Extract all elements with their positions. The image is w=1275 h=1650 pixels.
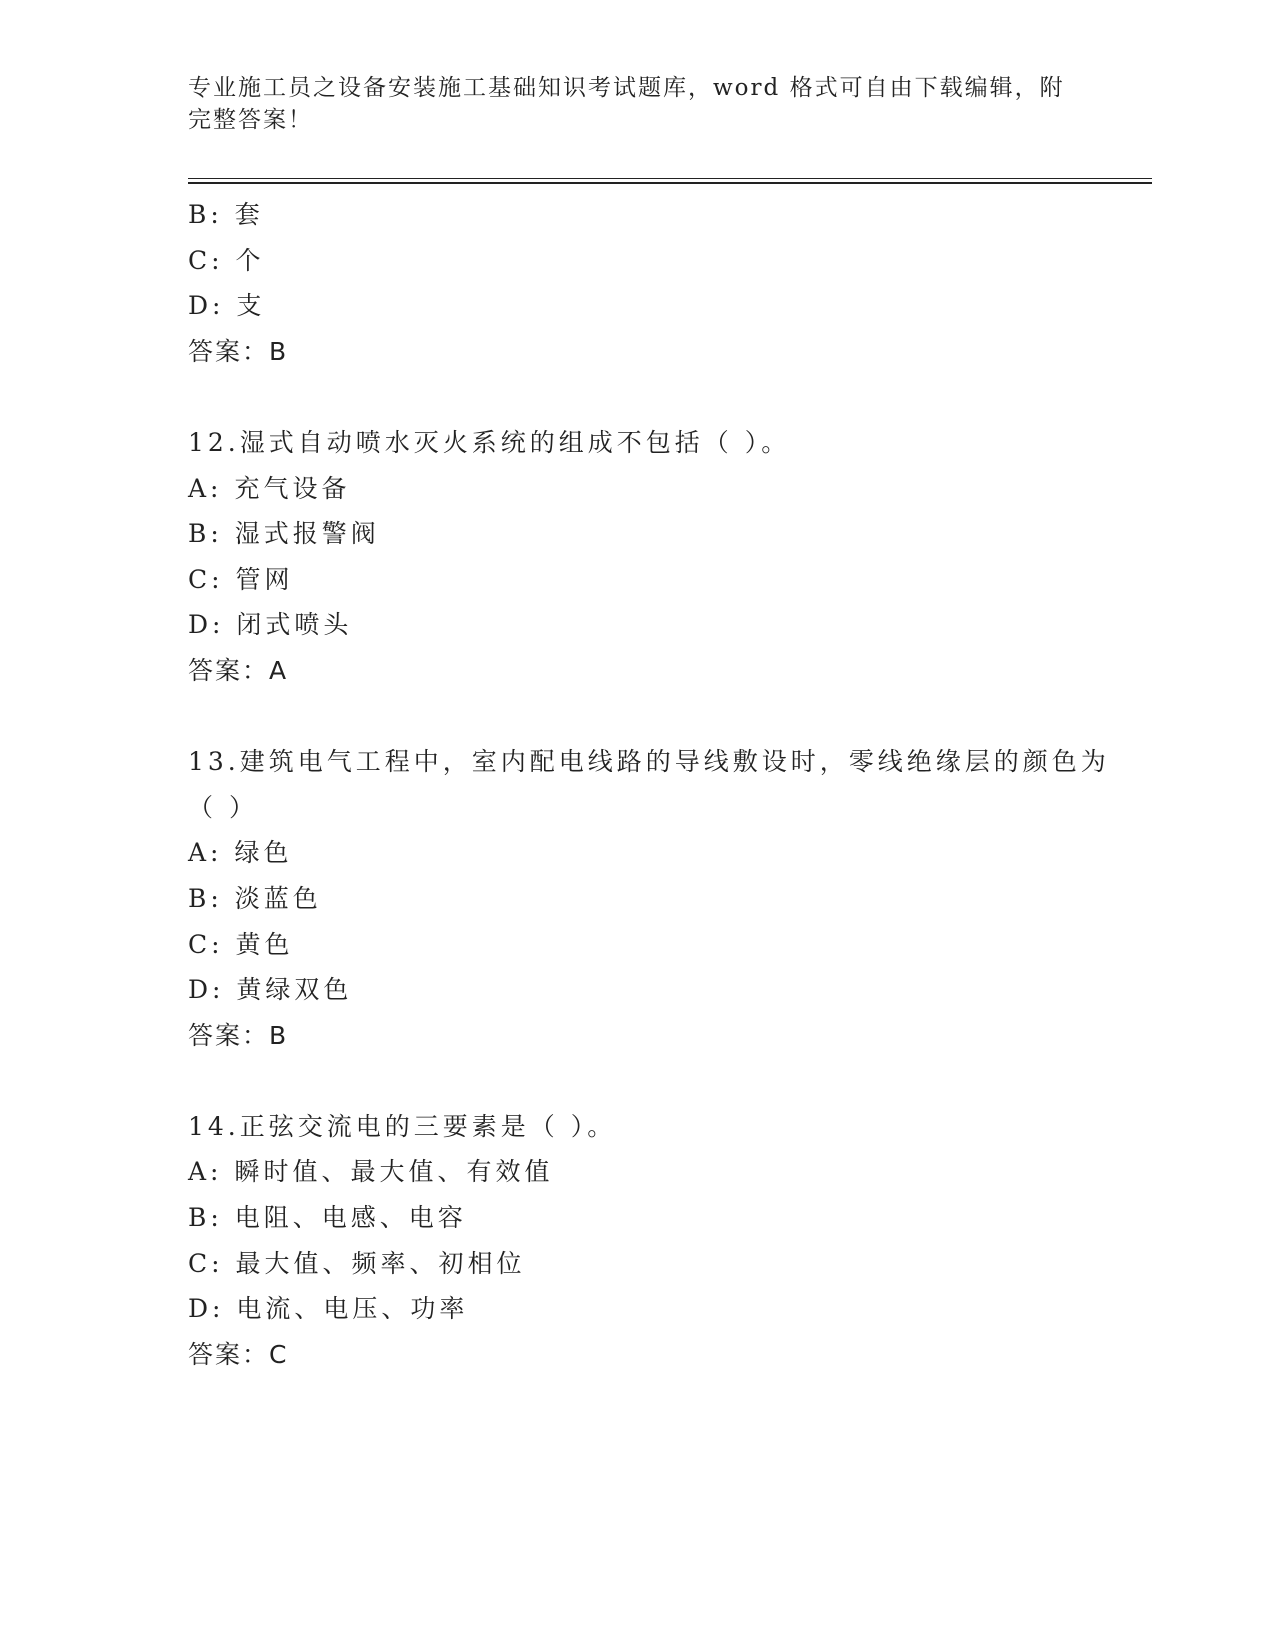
option-key: D: <box>188 1294 225 1324</box>
question-stem: 14.正弦交流电的三要素是（ ）。 <box>188 1111 617 1141</box>
header-divider-thin <box>188 178 1152 179</box>
option-text: 湿式报警阀 <box>234 519 380 549</box>
option-text: 淡蓝色 <box>234 883 322 913</box>
answer-line: 答案：C <box>188 1339 289 1369</box>
option-key: C: <box>188 1248 224 1278</box>
option-item <box>188 922 1118 968</box>
option-key: B: <box>188 1203 223 1233</box>
option-key: B: <box>188 883 223 913</box>
option-text: 充气设备 <box>234 473 351 503</box>
option-item <box>188 830 1118 876</box>
page-header: 专业施工员之设备安装施工基础知识考试题库，word 格式可自由下载编辑，附完整答案！ <box>188 75 1065 133</box>
question-list <box>188 192 1118 1377</box>
option-key: C: <box>188 564 224 594</box>
option-key: D: <box>188 610 225 640</box>
option-item <box>188 192 1118 238</box>
option-item <box>188 1241 1118 1287</box>
option-key: A: <box>188 838 223 868</box>
option-key: A: <box>188 473 223 503</box>
option-text: 支 <box>236 291 266 321</box>
option-text: 电阻、电感、电容 <box>234 1203 467 1233</box>
option-item <box>188 967 1118 1013</box>
option-key: A: <box>188 1157 223 1187</box>
option-item <box>188 1286 1118 1332</box>
option-item <box>188 876 1118 922</box>
option-key: B: <box>188 519 223 549</box>
option-text: 最大值、频率、初相位 <box>235 1248 526 1278</box>
answer-line: 答案：B <box>188 1020 289 1050</box>
answer-line: 答案：B <box>188 336 289 366</box>
question-stem: 12.湿式自动喷水灭火系统的组成不包括（ ）。 <box>188 427 791 457</box>
option-text: 瞬时值、最大值、有效值 <box>234 1157 554 1187</box>
option-text: 套 <box>234 200 264 229</box>
option-item <box>188 511 1118 557</box>
option-text: 黄色 <box>235 929 294 959</box>
option-item <box>188 466 1118 512</box>
option-text: 黄绿双色 <box>236 975 353 1005</box>
option-text: 个 <box>235 245 265 275</box>
option-text: 闭式喷头 <box>236 610 353 640</box>
option-text: 绿色 <box>234 838 293 868</box>
option-item <box>188 1149 1118 1195</box>
option-item <box>188 238 1118 284</box>
option-key: B: <box>188 200 223 229</box>
option-text: 管网 <box>235 564 294 594</box>
option-item <box>188 602 1118 648</box>
question-stem: 13.建筑电气工程中，室内配电线路的导线敷设时，零线绝缘层的颜色为（ ） <box>188 747 1110 822</box>
option-text: 电流、电压、功率 <box>236 1294 469 1324</box>
option-item <box>188 283 1118 329</box>
option-key: D: <box>188 975 225 1005</box>
option-key: C: <box>188 929 224 959</box>
answer-line: 答案：A <box>188 655 289 685</box>
option-key: C: <box>188 245 224 275</box>
header-divider-thick <box>188 182 1152 184</box>
option-item <box>188 557 1118 603</box>
option-item <box>188 1195 1118 1241</box>
option-key: D: <box>188 291 225 321</box>
